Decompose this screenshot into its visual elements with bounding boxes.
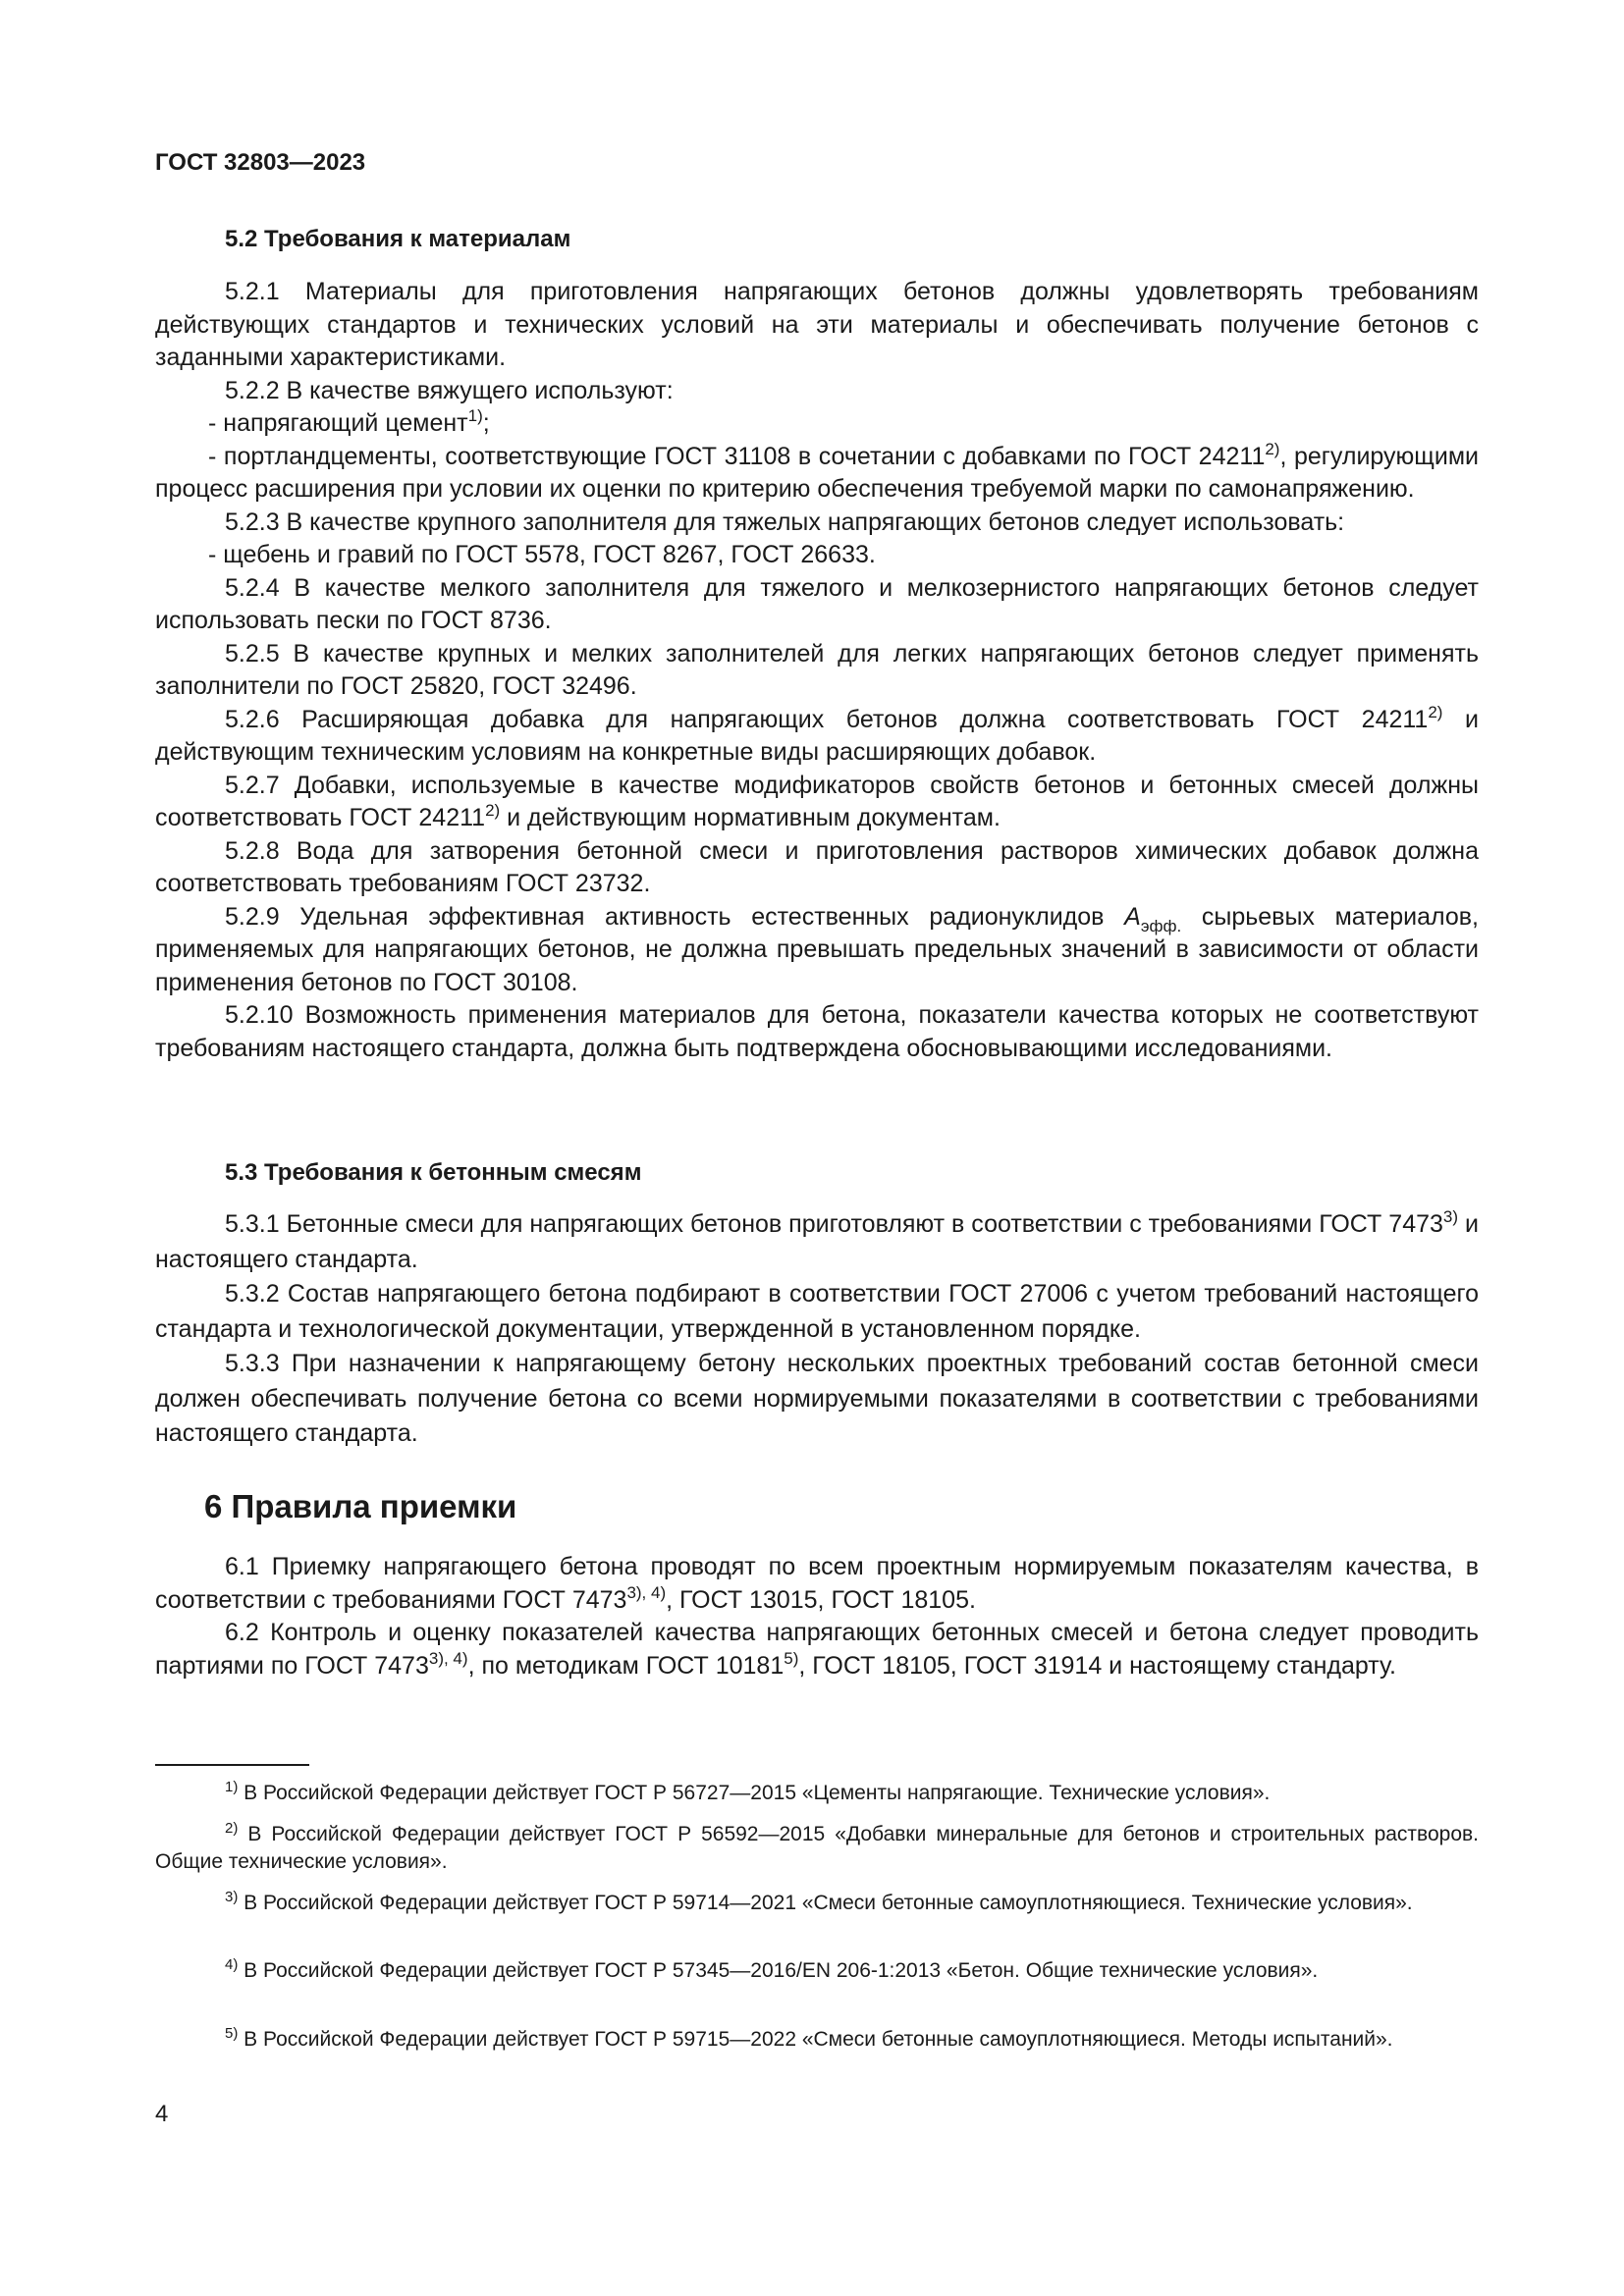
- para-5-2-3-item: - щебень и гравий по ГОСТ 5578, ГОСТ 8267, ГОСТ 26633.: [208, 541, 876, 568]
- para-6-2: 6.2 Контроль и оценку показателей качества напрягающих бетонных смесей и бетона следует проводить партиями по ГОСТ $7473^{3), 4)}$, по методикам ГОСТ 10181$^{5)}$, ГОСТ 18105, ГОСТ 31914 и настоящему стандарту.: [155, 1619, 1479, 1680]
- document-header: ГОСТ 32803—2023: [155, 149, 366, 176]
- footnote-ref: 5): [784, 1648, 799, 1668]
- activity-symbol: A: [1124, 902, 1141, 931]
- para-5-2-6: 5.2.6 Расширяющая добавка для напрягающих бетонов должна соответствовать ГОСТ 24211$^{2)}$ и действующим техническим условиям на конкретные виды расширяющих добавок.: [155, 702, 1479, 766]
- para-5-3-1: 5.3.1 Бетонные смеси для напрягающих бетонов приготовляют в соответствии с требованиями ГОСТ 7473$^{3)}$ и настоящего стандарта.: [155, 1207, 1479, 1273]
- page-number: 4: [155, 2101, 169, 2127]
- footnote-ref: 2): [1428, 702, 1443, 721]
- para-5-3-2: 5.3.2 Состав напрягающего бетона подбирают в соответствии ГОСТ 27006 с учетом требований настоящего стандарта и технологической документации, утвержденной в установленном порядке.: [155, 1280, 1479, 1343]
- footnote-ref: 3), 4): [626, 1582, 667, 1602]
- footnote-5: $^{5)}$ В Российской Федерации действует ГОСТ Р 59715—2022 «Смеси бетонные самоуплотняющиеся. Методы испытаний».: [225, 2025, 1393, 2051]
- footnote-4: $^{4)}$ В Российской Федерации действует ГОСТ Р 57345—2016/EN 206-1:2013 «Бетон. Общие технические условия».: [225, 1956, 1319, 1982]
- para-6-1: 6.1 Приемку напрягающего бетона проводят по всем проектным нормируемым показателям качества, в соответствии с требованиями ГОСТ $7473^{3), 4)}$, ГОСТ 13015, ГОСТ 18105.: [155, 1553, 1479, 1614]
- footnote-ref: 2): [485, 801, 501, 820]
- footnote-ref: 3), 4): [428, 1648, 468, 1668]
- footnote-1: $^{1)}$ В Российской Федерации действует ГОСТ Р 56727—2015 «Цементы напрягающие. Технические условия».: [225, 1779, 1271, 1804]
- para-5-2-10: 5.2.10 Возможность применения материалов для бетона, показатели качества которых не соответствуют требованиям настоящего стандарта, должна быть подтверждена обосновывающими исследованиями.: [155, 1001, 1479, 1062]
- para-5-2-3: 5.2.3 В качестве крупного заполнителя для тяжелых напрягающих бетонов следует использовать:: [225, 507, 1345, 536]
- section-6-body: [155, 1551, 1479, 1682]
- footnote-separator: [155, 1764, 309, 1766]
- section-5-3-body: [155, 1207, 1479, 1452]
- activity-subscript: эфф.: [1140, 916, 1182, 935]
- para-5-2-8: 5.2.8 Вода для затворения бетонной смеси и приготовления растворов химических добавок должна соответствовать требованиям ГОСТ 23732.: [155, 836, 1479, 897]
- section-5-2-body: [155, 276, 1479, 1065]
- para-5-2-2-item-1: - напрягающий цемент$^{1)}$;: [208, 406, 490, 437]
- section-6-title: 6 Правила приемки: [204, 1488, 517, 1524]
- section-5-3-title: 5.3 Требования к бетонным смесям: [225, 1159, 642, 1186]
- para-5-2-9: 5.2.9 Удельная эффективная активность естественных радионуклидов $A_{эфф.}$ сырьевых материалов, применяемых для напрягающих бетонов, не должна превышать предельных значений в зависимости от области применения бетонов по ГОСТ 30108.: [155, 902, 1479, 996]
- para-5-2-2-item-2: - портландцементы, соответствующие ГОСТ 31108 в сочетании с добавками по ГОСТ 24211$^{2)}$, регулирующими процесс расширения при условии их оценки по критерию обеспечения требуемой марки по самонапряжению.: [155, 439, 1479, 503]
- footnote-ref: 1): [467, 406, 483, 425]
- footnote-2: $^{2)}$ В Российской Федерации действует ГОСТ Р 56592—2015 «Добавки минеральные для бетонов и строительных растворов. Общие технические условия».: [155, 1820, 1479, 1873]
- para-5-2-7: 5.2.7 Добавки, используемые в качестве модификаторов свойств бетонов и бетонных смесей должны соответствовать ГОСТ 24211$^{2)}$ и действующим нормативным документам.: [155, 771, 1479, 831]
- section-5-2-title: 5.2 Требования к материалам: [225, 226, 571, 252]
- footnote-ref: 2): [1265, 439, 1280, 458]
- para-5-3-3: 5.3.3 При назначении к напрягающему бетону нескольких проектных требований состав бетонной смеси должен обеспечивать получение бетона со всеми нормируемыми показателями в соответствии с требованиями настоящего стандарта.: [155, 1350, 1479, 1447]
- para-5-2-1: 5.2.1 Материалы для приготовления напрягающих бетонов должны удовлетворять требованиям действующих стандартов и технических условий на эти материалы и обеспечивать получение бетонов с заданными характеристиками.: [155, 278, 1479, 371]
- footnote-3: $^{3)}$ В Российской Федерации действует ГОСТ Р 59714—2021 «Смеси бетонные самоуплотняющиеся. Технические условия».: [225, 1889, 1413, 1914]
- para-5-2-5: 5.2.5 В качестве крупных и мелких заполнителей для легких напрягающих бетонов следует применять заполнители по ГОСТ 25820, ГОСТ 32496.: [155, 639, 1479, 700]
- footnote-ref: 3): [1442, 1207, 1459, 1226]
- para-5-2-4: 5.2.4 В качестве мелкого заполнителя для тяжелого и мелкозернистого напрягающих бетонов следует использовать пески по ГОСТ 8736.: [155, 573, 1479, 634]
- para-5-2-2: 5.2.2 В качестве вяжущего используют:: [225, 376, 674, 404]
